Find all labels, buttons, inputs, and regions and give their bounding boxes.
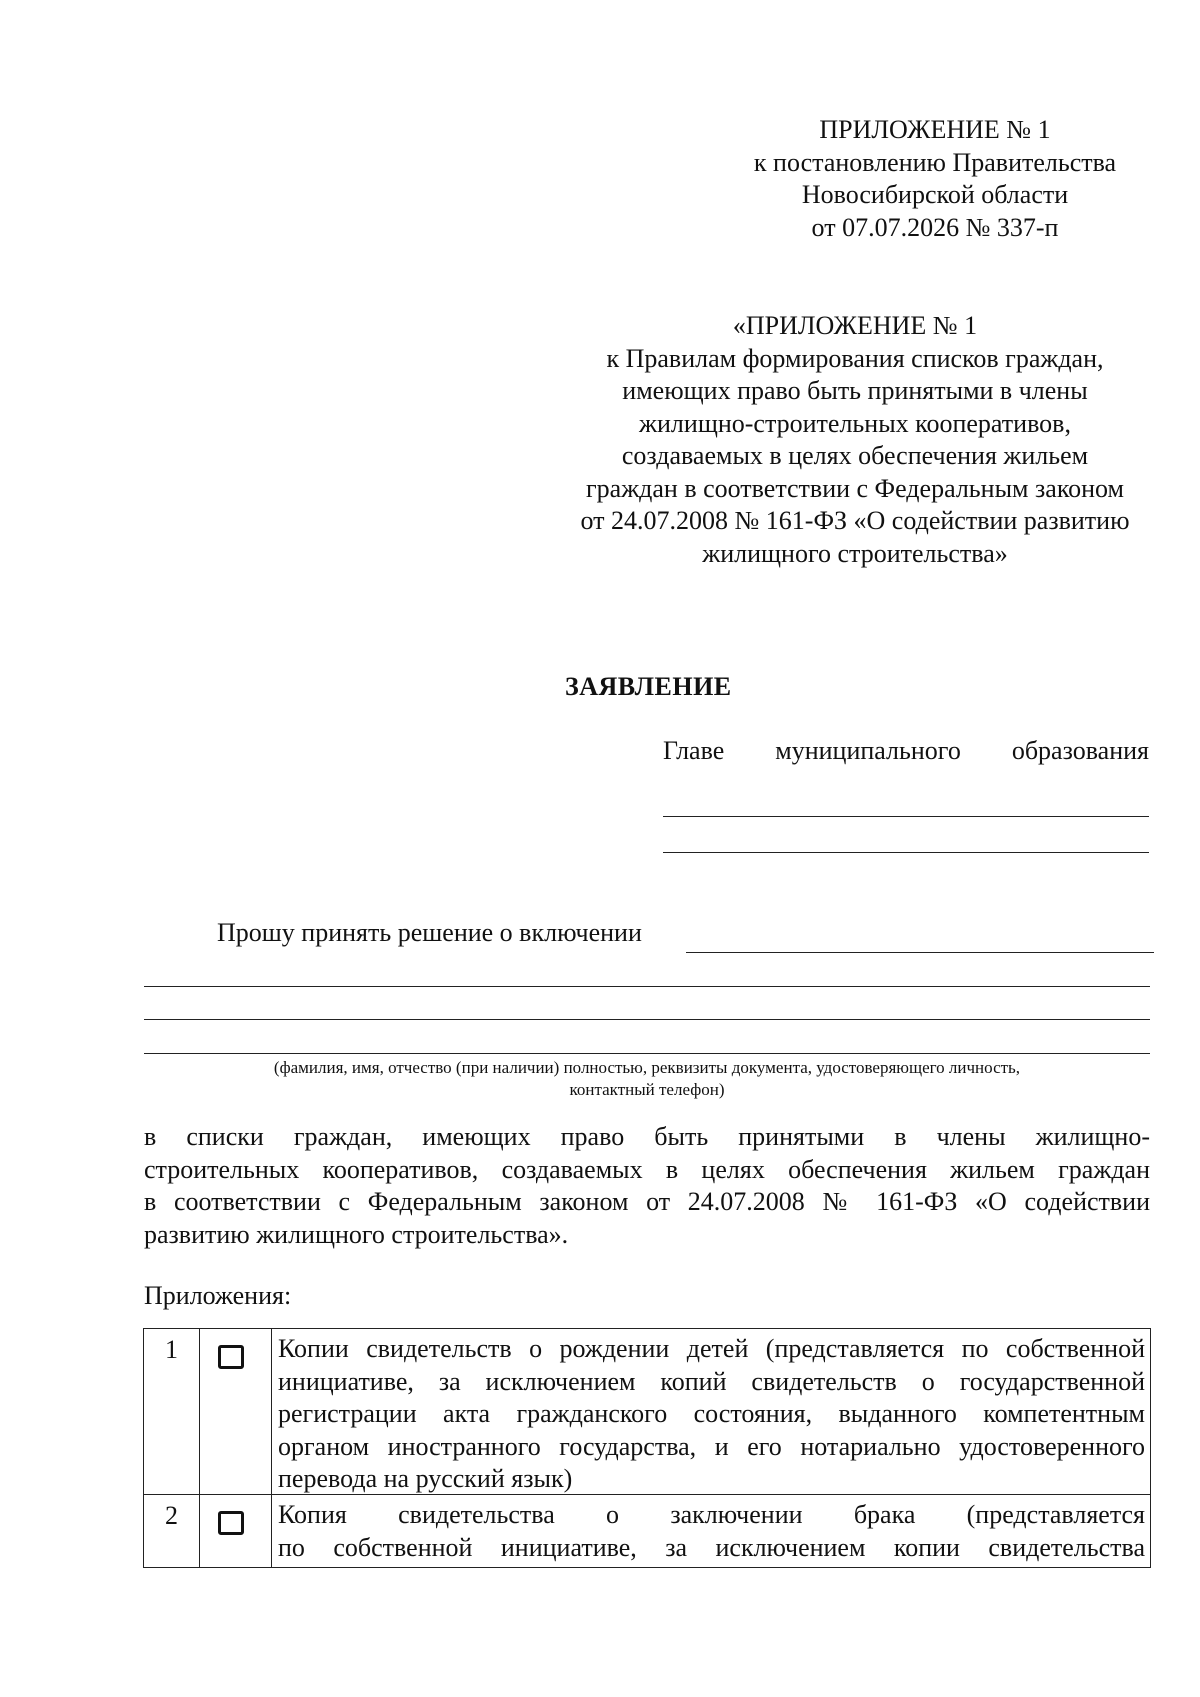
- attachment-checkbox-cell: [200, 1329, 272, 1494]
- applicant-hint: [144, 1057, 1150, 1101]
- appendix-rules-line: жилищного строительства»: [702, 538, 1008, 568]
- attachments-table: [143, 1328, 1151, 1568]
- applicant-blank-line[interactable]: [144, 1053, 1150, 1054]
- paragraph-line: развитию жилищного строительства».: [144, 1219, 569, 1249]
- attachments-label: Приложения:: [144, 1281, 292, 1310]
- document-title: ЗАЯВЛЕНИЕ: [565, 672, 732, 701]
- applicant-blank-line[interactable]: [144, 1019, 1150, 1020]
- appendix-rules-line: к Правилам формирования списков граждан,: [606, 343, 1104, 373]
- attachment-checkbox[interactable]: [218, 1511, 244, 1535]
- appendix-rules-line: имеющих право быть принятыми в члены: [622, 376, 1088, 405]
- appendix-header-line: ПРИЛОЖЕНИЕ № 1: [819, 115, 1051, 144]
- appendix-header-line: от 07.07.2026 № 337-п: [811, 212, 1059, 242]
- addressee-word: Главе: [663, 736, 725, 765]
- appendix-rules-line: «ПРИЛОЖЕНИЕ № 1: [732, 311, 978, 340]
- attachment-line: перевода на русский язык): [278, 1464, 573, 1493]
- request-text: Прошу принять решение о включении: [217, 918, 642, 947]
- attachment-number: 2: [144, 1495, 200, 1568]
- applicant-hint-line: (фамилия, имя, отчество (при наличии) полностью, реквизиты документа, удостоверяющего личность,: [273, 1058, 1021, 1077]
- request-paragraph: [144, 1121, 1150, 1251]
- attachment-checkbox[interactable]: [218, 1345, 244, 1369]
- addressee-blank-line[interactable]: [663, 816, 1149, 817]
- addressee-word: муниципального: [775, 736, 961, 765]
- attachment-row: [144, 1329, 1150, 1495]
- appendix-rules-line: создаваемых в целях обеспечения жильем: [621, 441, 1089, 470]
- attachment-description: [272, 1329, 1150, 1494]
- appendix-header-line: к постановлению Правительства: [753, 147, 1117, 177]
- attachment-line: по собственной инициативе, за исключением копии свидетельства: [278, 1532, 1145, 1562]
- appendix-header: [700, 114, 1170, 244]
- attachment-description: [272, 1495, 1150, 1568]
- appendix-rules-line: от 24.07.2008 № 161-ФЗ «О содействии развитию: [580, 506, 1130, 535]
- attachment-number: 1: [144, 1329, 200, 1494]
- appendix-rules-line: жилищно-строительных кооперативов,: [639, 408, 1071, 438]
- paragraph-line: строительных кооперативов, создаваемых в целях обеспечения жильем граждан: [144, 1154, 1150, 1184]
- attachment-line: регистрации акта гражданского состояния, выданного компетентным: [278, 1399, 1145, 1428]
- paragraph-line: в списки граждан, имеющих право быть принятыми в члены жилищно-: [144, 1122, 1150, 1151]
- appendix-rules-header: [540, 310, 1170, 570]
- attachment-line: Копии свидетельств о рождении детей (представляется по собственной: [278, 1334, 1145, 1363]
- appendix-rules-line: граждан в соответствии с Федеральным законом: [585, 473, 1124, 503]
- addressee: [663, 736, 1149, 766]
- addressee-blank-line[interactable]: [663, 852, 1149, 853]
- addressee-word: образования: [1011, 736, 1149, 765]
- paragraph-line: в соответствии с Федеральным законом от 24.07.2008 № 161-ФЗ «О содействии: [144, 1187, 1150, 1216]
- attachment-line: органом иностранного государства, и его нотариально удостоверенного: [278, 1431, 1145, 1461]
- attachment-line: Копия свидетельства о заключении брака (представляется: [278, 1500, 1145, 1529]
- applicant-hint-line: контактный телефон): [569, 1080, 725, 1099]
- appendix-header-line: Новосибирской области: [801, 180, 1069, 209]
- applicant-blank-line[interactable]: [144, 986, 1150, 987]
- attachment-line: инициативе, за исключением копий свидетельств о государственной: [278, 1366, 1145, 1396]
- attachment-checkbox-cell: [200, 1495, 272, 1568]
- request-blank-line[interactable]: [686, 952, 1154, 953]
- attachment-row: [144, 1495, 1150, 1568]
